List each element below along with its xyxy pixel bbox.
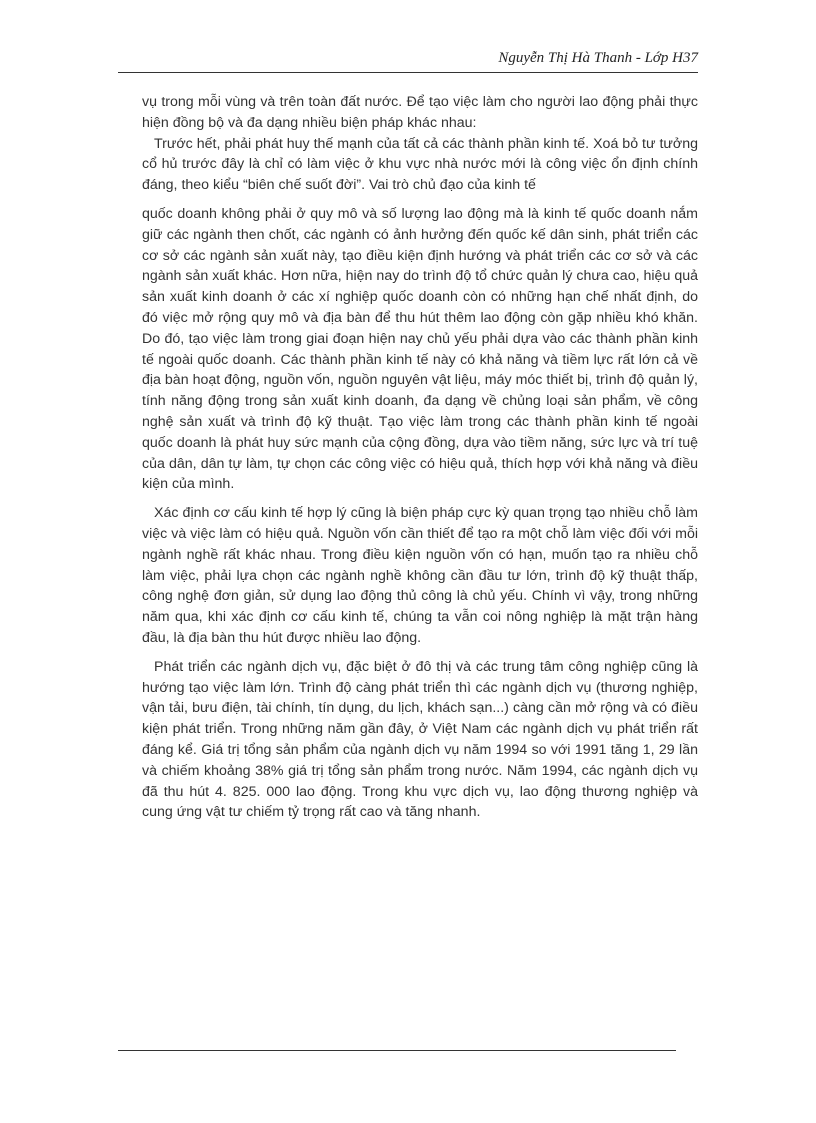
footer-rule	[118, 1050, 676, 1051]
running-header: Nguyễn Thị Hà Thanh - Lớp H37	[498, 50, 698, 66]
paragraph-1: vụ trong mỗi vùng và trên toàn đất nước. Để tạo việc làm cho người lao động phải thực hiện đồng bộ và đa dạng nhiều biện pháp khác nhau:	[142, 94, 698, 131]
header-rule	[118, 72, 698, 73]
paragraph-5: Phát triển các ngành dịch vụ, đặc biệt ở đô thị và các trung tâm công nghiệp cũng là hướng tạo việc làm lớn. Trình độ càng phát triển thì các ngành dịch vụ (thương nghiệp, vận tải, bưu điện, tài chính, tín dụng, du lịch, khách sạn...) càng cần mở rộng và có điều kiện phát triển. Trong những năm gần đây, ở Việt Nam các ngành dịch vụ phát triển rất đáng kể. Giá trị tổng sản phẩm của ngành dịch vụ năm 1994 so với 1991 tăng 1, 29 lần và chiếm khoảng 38% giá trị tổng sản phẩm trong nước. Năm 1994, các ngành dịch vụ đã thu hút 4. 825. 000 lao động. Trong khu vực dịch vụ, lao động thương nghiệp và cung ứng vật tư chiếm tỷ trọng rất cao và tăng nhanh.	[142, 658, 698, 821]
paragraph-3: quốc doanh không phải ở quy mô và số lượng lao động mà là kinh tế quốc doanh nắm giữ các ngành then chốt, các ngành có ảnh hưởng đến quốc kế dân sinh, phát triển các cơ sở các ngành sản xuất này, tạo điều kiện định hướng và phát triển các cơ sở và các ngành sản xuất khác. Hơn nữa, hiện nay do trình độ tổ chức quản lý chưa cao, hiệu quả sản xuất kinh doanh ở các xí nghiệp quốc doanh còn có những hạn chế nhất định, do đó việc mở rộng quy mô và địa bàn để thu hút thêm lao động còn gặp nhiều khó khăn. Do đó, tạo việc làm trong giai đoạn hiện nay chủ yếu phải dựa vào các thành phần kinh tế ngoài quốc doanh. Các thành phần kinh tế này có khả năng và tiềm lực rất lớn cả về địa bàn hoạt động, nguồn vốn, nguồn nguyên vật liệu, máy móc thiết bị, trình độ quản lý, tính năng động trong sản xuất kinh doanh, đa dạng về chủng loại sản phẩm, về công nghệ sản xuất và trình độ kỹ thuật. Tạo việc làm trong các thành phần kinh tế ngoài quốc doanh là phát huy sức mạnh của cộng đồng, dựa vào tiềm năng, sức lực và trí tuệ của dân, dân tự làm, tự chọn các công việc có hiệu quả, thích hợp với khả năng và điều kiện của mình.	[142, 205, 698, 493]
paragraph-2: Trước hết, phải phát huy thế mạnh của tất cả các thành phần kinh tế. Xoá bỏ tư tưởng cổ hủ trước đây là chỉ có làm việc ở khu vực nhà nước mới là công việc ổn định chính đáng, theo kiểu “biên chế suốt đời”. Vai trò chủ đạo của kinh tế	[142, 135, 698, 194]
body-text	[142, 92, 698, 823]
paragraph-4: Xác định cơ cấu kinh tế hợp lý cũng là biện pháp cực kỳ quan trọng tạo nhiều chỗ làm việc và việc làm có hiệu quả. Nguồn vốn cần thiết để tạo ra một chỗ làm việc đối với mỗi ngành nghề rất khác nhau. Trong điều kiện nguồn vốn có hạn, muốn tạo ra nhiều chỗ làm việc, phải lựa chọn các ngành nghề không cần đầu tư lớn, trình độ kỹ thuật thấp, công nghệ đơn giản, sử dụng lao động thủ công là chủ yếu. Chính vì vậy, trong những năm qua, khi xác định cơ cấu kinh tế, chúng ta vẫn coi nông nghiệp là mặt trận hàng đầu, là địa bàn thu hút được nhiều lao động.	[142, 505, 698, 646]
